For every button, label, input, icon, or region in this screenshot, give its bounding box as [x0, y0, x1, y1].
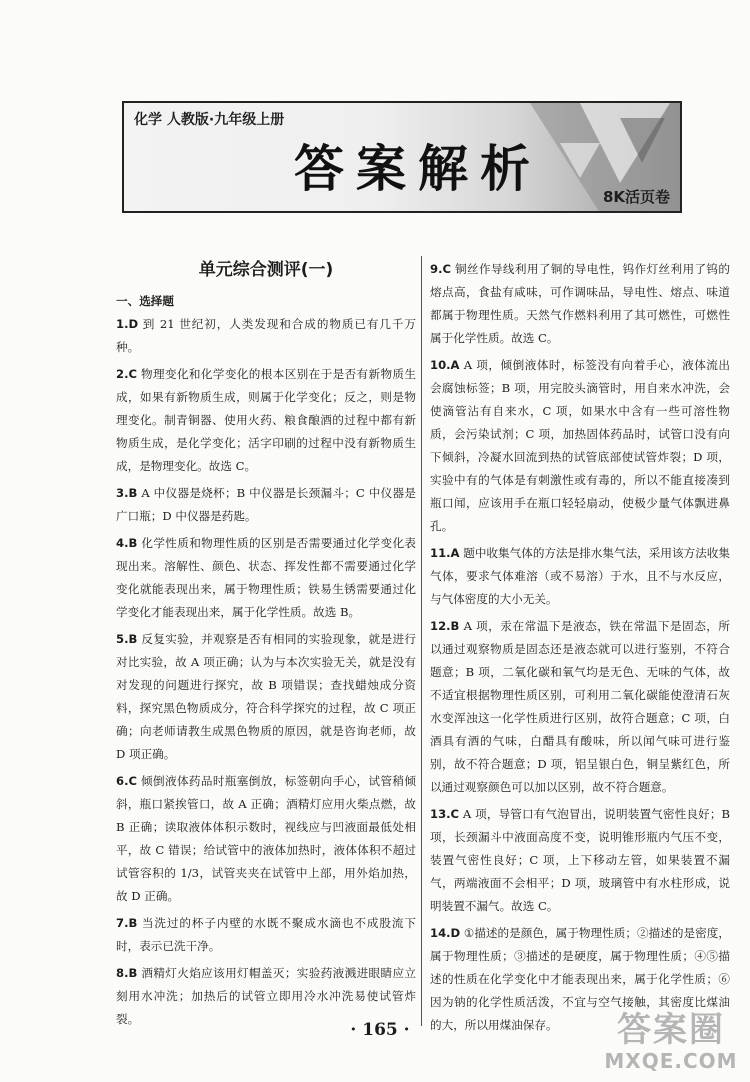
answer-number: 1.D [116, 317, 139, 331]
answer-item [430, 803, 730, 918]
header-banner [122, 101, 682, 213]
answer-text: 酒精灯火焰应该用灯帽盖灭；实验药液溅进眼睛应立刻用水冲洗；加热后的试管立即用冷水冲洗易使试管炸裂。 [116, 966, 416, 1026]
answer-number: 4.B [116, 536, 138, 550]
answer-item [116, 770, 416, 908]
answer-item [430, 354, 730, 538]
answer-number: 5.B [116, 632, 138, 646]
edition-badge: 8K活页卷 [602, 188, 670, 206]
watermark-line2: MXQE.COM [604, 1049, 738, 1073]
book-series-label: 化学 人教版·九年级上册 [134, 112, 285, 128]
answer-text: 反复实验，并观察是否有相同的实验现象，就是进行对比实验，故 A 项正确；认为与本次实验无关，就是没有对发现的问题进行探究，故 B 项错误；查找蜡烛成分资料，探究黑色物质成分，符合科学探究的过程，故 C 项正确；向老师请教生成黑色物质的原因，就是咨询老师，故 D 项正确。 [116, 632, 416, 761]
answer-text: A 项，汞在常温下是液态，铁在常温下是固态，所以通过观察物质是固态还是液态就可以进行鉴别，不符合题意；B 项，二氧化碳和氧气均是无色、无味的气体，故不适宜根据物理性质区别，可利用二氧化碳能使澄清石灰水变浑浊这一化学性质进行区别，故符合题意；C 项，白酒具有酒的气味，白醋具有酸味，所以闻气味可进行鉴别，故不符合题意；D 项，铝呈银白色，铜呈紫红色，所以通过观察颜色可以加以区别，故不符合题意。 [430, 619, 731, 794]
answer-item [116, 532, 416, 624]
column-divider [421, 256, 422, 1026]
answer-text: A 项，倾倒液体时，标签没有向着手心，液体流出会腐蚀标签；B 项，用完胶头滴管时，用自来水冲洗，会使滴管沾有自来水，C 项，如果水中含有一些可溶性物质，会污染试剂；C 项，加热固体药品时，试管口没有向下倾斜，冷凝水回流到热的试管底部使试管炸裂；D 项，实验中有的气体是有刺激性或有毒的，所以不能直接凑到瓶口闻，应该用手在瓶口轻轻扇动，使极少量气体飘进鼻孔。 [430, 358, 731, 533]
answer-text: 当洗过的杯子内壁的水既不聚成水滴也不成股流下时，表示已洗干净。 [116, 916, 416, 953]
answer-number: 14.D [430, 926, 461, 940]
answer-text: ①描述的是颜色，属于物理性质；②描述的是密度，属于物理性质；③描述的是硬度，属于物理性质；④⑤描述的性质在化学变化中才能表现出来，属于化学性质；⑥因为钠的化学性质活泼，不宜与空气接触，其密度比煤油的大，所以用煤油保存。 [430, 926, 730, 1032]
answer-text: 化学性质和物理性质的区别是否需要通过化学变化表现出来。溶解性、颜色、状态、挥发性都不需要通过化学变化就能表现出来，属于物理性质；铁易生锈需要通过化学变化才能表现出来，属于化学性质。故选 B。 [116, 536, 416, 619]
answer-item [116, 482, 416, 528]
answer-item [116, 313, 416, 359]
answer-text: 物理变化和化学变化的根本区别在于是否有新物质生成，如果有新物质生成，则属于化学变化；反之，则是物理变化。制青铜器、使用火药、粮食酿酒的过程中都有新物质生成，是化学变化；活字印刷的过程中没有新物质生成，是物理变化。故选 C。 [116, 367, 416, 473]
answer-number: 13.C [430, 807, 460, 821]
answer-number: 10.A [430, 358, 460, 372]
answer-text: 铜丝作导线利用了铜的导电性，钨作灯丝利用了钨的熔点高，食盐有咸味，可作调味品，导电性、熔点、味道都属于物理性质。天然气作燃料利用了其可燃性，可燃性属于化学性质。故选 C。 [430, 262, 730, 345]
answer-number: 6.C [116, 774, 137, 788]
answer-number: 8.B [116, 966, 138, 980]
answer-text: 题中收集气体的方法是排水集气法，采用该方法收集气体，要求气体难溶（或不易溶）于水，且不与水反应，与气体密度的大小无关。 [430, 546, 730, 606]
answer-item [430, 615, 730, 799]
answer-list-right [430, 258, 730, 1037]
answer-item [116, 363, 416, 478]
watermark-line1: 答案圈 [617, 1010, 725, 1050]
answer-text: A 项，导管口有气泡冒出，说明装置气密性良好；B 项，长颈漏斗中液面高度不变，说明锥形瓶内气压不变，装置气密性良好；C 项，上下移动左管，如果装置不漏气，两端液面不会相平；D 项，玻璃管中有水柱形成，说明装置不漏气。故选 C。 [430, 807, 730, 913]
section-heading: 一、选择题 [116, 294, 174, 308]
answer-number: 9.C [430, 262, 451, 276]
answer-number: 11.A [430, 546, 460, 560]
left-column [116, 258, 416, 1035]
answer-number: 2.C [116, 367, 137, 381]
page-title: 答案解析 [294, 140, 542, 198]
page-number: · 165 · [350, 1020, 410, 1040]
answer-number: 12.B [430, 619, 460, 633]
answer-number: 7.B [116, 916, 138, 930]
answer-number: 3.B [116, 486, 138, 500]
answer-text: 到 21 世纪初，人类发现和合成的物质已有几千万种。 [116, 317, 417, 354]
unit-title: 单元综合测评(一) [198, 260, 334, 280]
answer-text: A 中仪器是烧杯；B 中仪器是长颈漏斗；C 中仪器是广口瓶；D 中仪器是药匙。 [116, 486, 417, 523]
answer-item [430, 258, 730, 350]
answer-item [430, 542, 730, 611]
answer-item [116, 628, 416, 766]
answer-list-left [116, 313, 416, 1031]
watermark-logo [596, 1010, 746, 1080]
answer-text: 倾倒液体药品时瓶塞倒放，标签朝向手心，试管稍倾斜，瓶口紧挨管口，故 A 正确；酒精灯应用火柴点燃，故 B 正确；读取液体体积示数时，视线应与凹液面最低处相平，故 C 错误；给试管中的液体加热时，液体体积不超过试管容积的 1/3，试管夹夹在试管中上部，用外焰加热，故 D 正确。 [116, 774, 416, 903]
right-column [430, 258, 730, 1041]
answer-item [116, 912, 416, 958]
